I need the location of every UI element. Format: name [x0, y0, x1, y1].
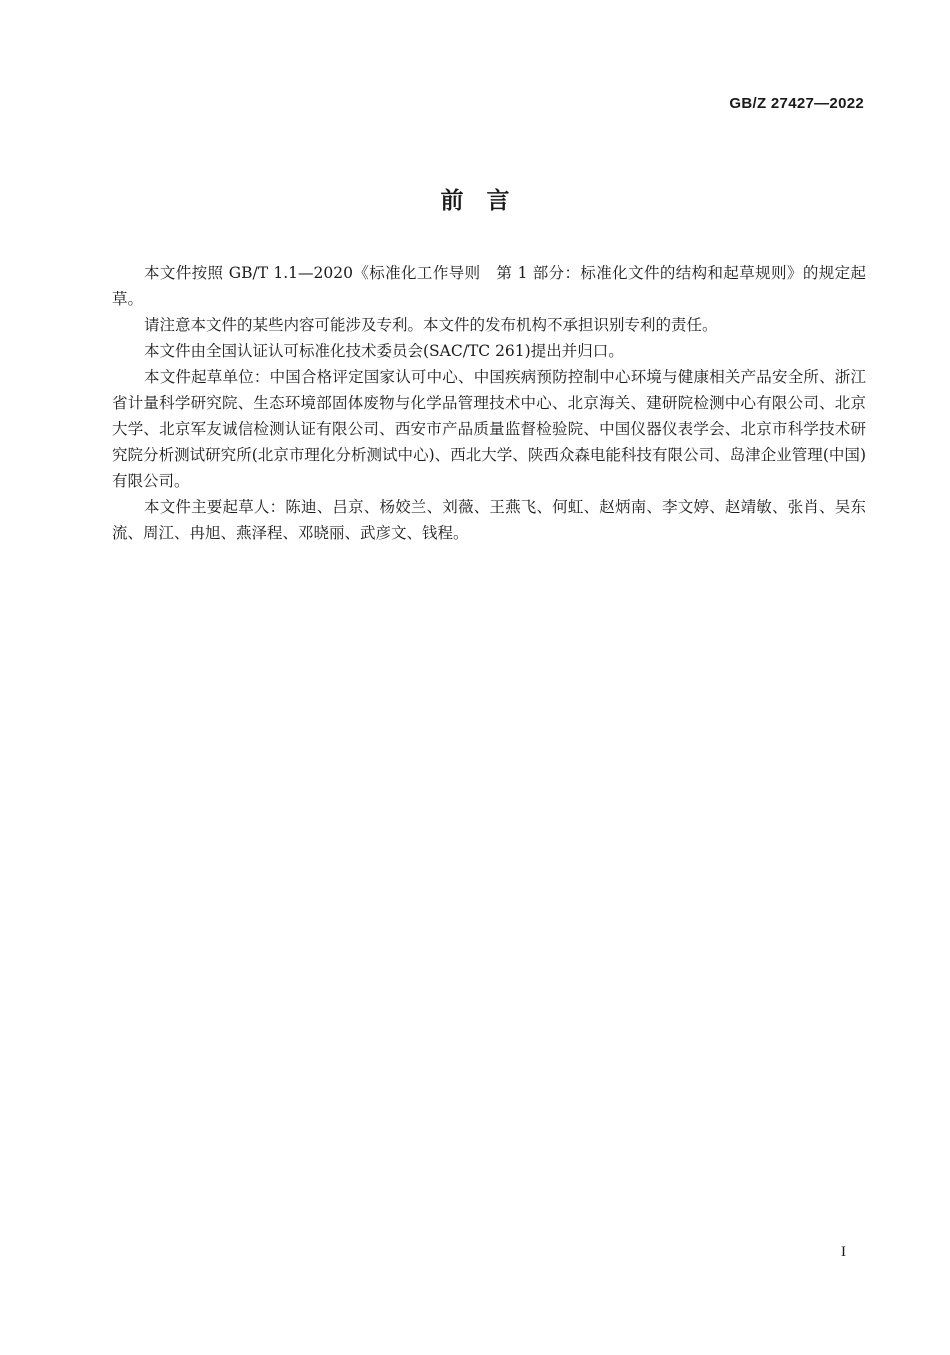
page-number: I	[841, 1244, 846, 1260]
page-title: 前 言	[440, 188, 510, 214]
paragraph-drafting-units: 本文件起草单位：中国合格评定国家认可中心、中国疾病预防控制中心环境与健康相关产品安全所、浙江省计量科学研究院、生态环境部固体废物与化学品管理技术中心、北京海关、建研院检测中心有限公司、北京大学、北京军友诚信检测认证有限公司、西安市产品质量监督检验院、中国仪器仪表学会、北京市科学技术研究院分析测试研究所(北京市理化分析测试中心)、西北大学、陕西众森电能科技有限公司、岛津企业管理(中国)有限公司。	[112, 368, 866, 490]
paragraph-patent-notice: 请注意本文件的某些内容可能涉及专利。本文件的发布机构不承担识别专利的责任。	[144, 316, 718, 334]
paragraph-proposer: 本文件由全国认证认可标准化技术委员会(SAC/TC 261)提出并归口。	[144, 342, 624, 360]
paragraph-drafters: 本文件主要起草人：陈迪、吕京、杨姣兰、刘薇、王燕飞、何虹、赵炳南、李文婷、赵靖敏、张肖、吴东流、周江、冉旭、燕泽程、邓晓丽、武彦文、钱程。	[112, 498, 866, 542]
document-code: GB/Z 27427—2022	[729, 95, 864, 112]
paragraph-drafting-rules: 本文件按照 GB/T 1.1—2020《标准化工作导则 第 1 部分：标准化文件的结构和起草规则》的规定起草。	[112, 264, 866, 308]
foreword-body	[112, 260, 866, 546]
